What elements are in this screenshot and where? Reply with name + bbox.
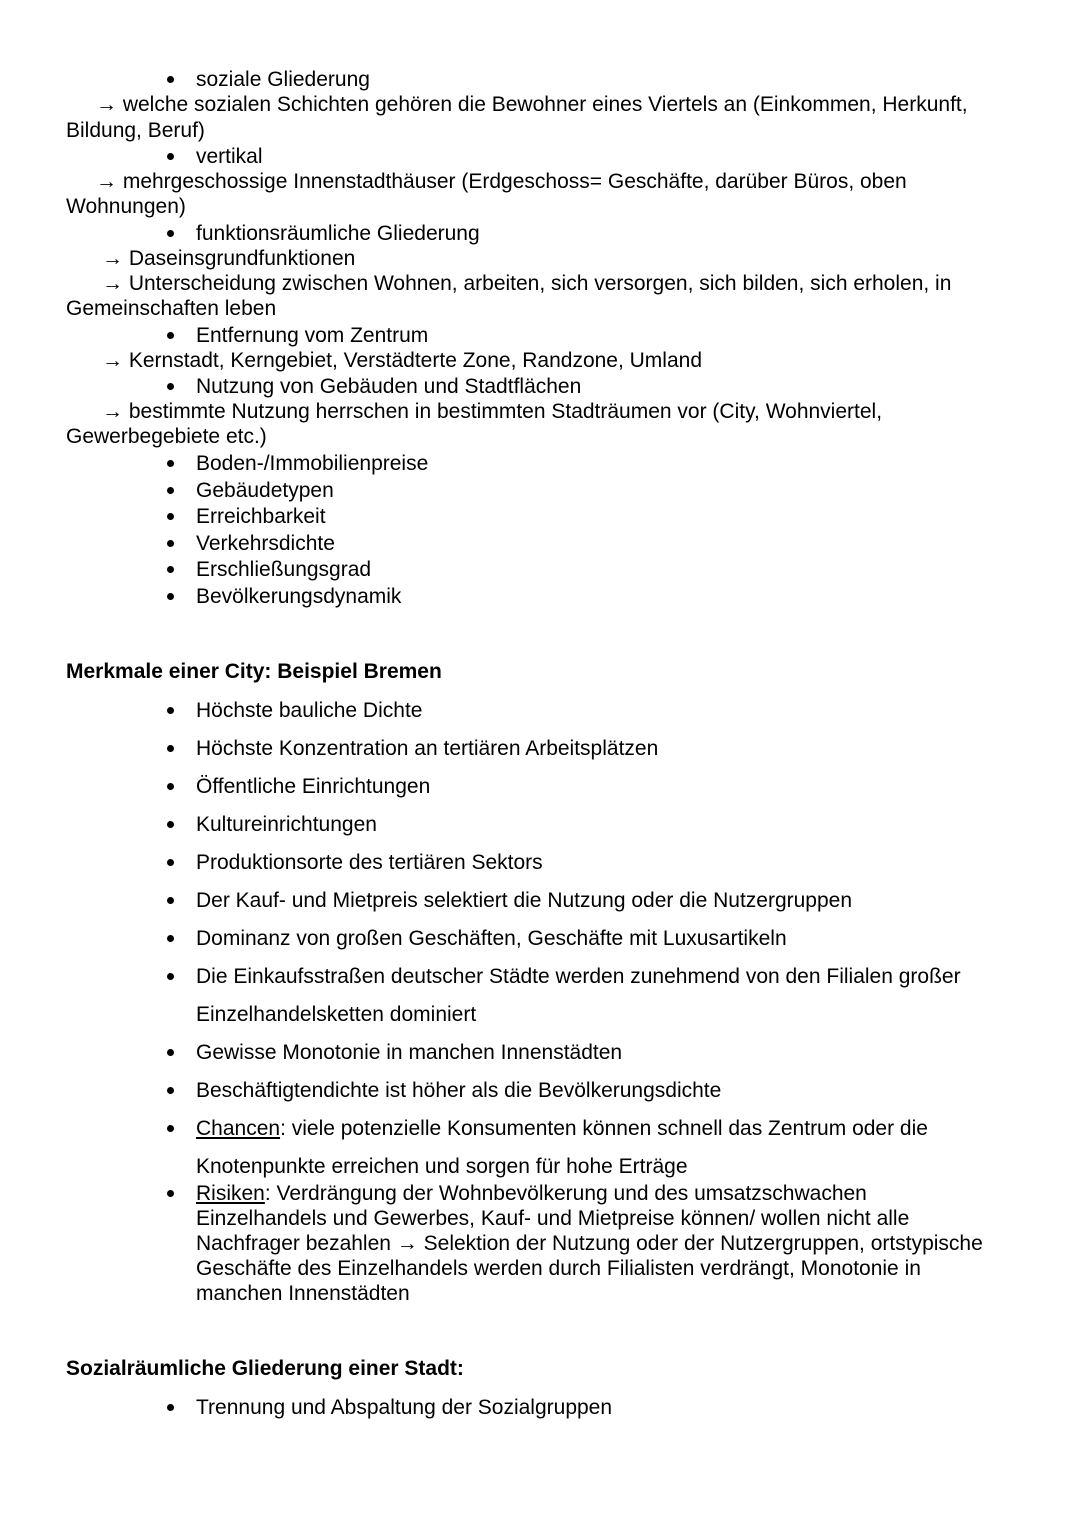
bullet-dot	[167, 383, 174, 390]
list-item-continued: Nachfrager bezahlen → Selektion der Nutzung oder der Nutzergruppen, ortstypische	[196, 1232, 983, 1255]
arrow-line: → mehrgeschossige Innenstadthäuser (Erdgeschoss= Geschäfte, darüber Büros, oben	[96, 170, 907, 193]
list-item-continued: manchen Innenstädten	[196, 1282, 410, 1305]
list-item: Boden-/Immobilienpreise	[196, 452, 429, 475]
bullet-funktionsraeumlich: funktionsräumliche Gliederung	[196, 222, 480, 245]
arrow-line: → Kernstadt, Kerngebiet, Verstädterte Zone, Randzone, Umland	[102, 349, 703, 372]
list-item: Erreichbarkeit	[196, 505, 326, 528]
bullet-entfernung: Entfernung vom Zentrum	[196, 324, 429, 347]
list-item: Der Kauf- und Mietpreis selektiert die Nutzung oder die Nutzergruppen	[196, 889, 853, 912]
text-line: Gemeinschaften leben	[66, 297, 277, 320]
bullet-vertikal: vertikal	[196, 145, 263, 168]
chancen-label: Chancen	[196, 1117, 281, 1140]
list-item: Verkehrsdichte	[196, 532, 335, 555]
bullet-dot	[167, 332, 174, 339]
bullet-dot	[167, 897, 174, 904]
bullet-dot	[167, 76, 174, 83]
bullet-dot	[167, 745, 174, 752]
bullet-dot	[167, 935, 174, 942]
list-item: Produktionsorte des tertiären Sektors	[196, 851, 543, 874]
bullet-dot	[167, 1125, 174, 1132]
text-line: Gewerbegebiete etc.)	[66, 425, 267, 448]
bullet-dot	[167, 783, 174, 790]
list-item-risiken	[196, 1181, 867, 1206]
list-item-chancen	[196, 1116, 928, 1141]
bullet-dot	[167, 487, 174, 494]
list-item: Erschließungsgrad	[196, 558, 372, 581]
risiken-label: Risiken	[196, 1182, 265, 1205]
bullet-dot	[167, 513, 174, 520]
list-item-continued: Einzelhandels und Gewerbes, Kauf- und Mietpreise können/ wollen nicht alle	[196, 1207, 910, 1230]
bullet-dot	[167, 566, 174, 573]
arrow-line: → welche sozialen Schichten gehören die Bewohner eines Viertels an (Einkommen, Herkunft,	[96, 93, 968, 116]
list-item: Bevölkerungsdynamik	[196, 585, 402, 608]
list-item: Die Einkaufsstraßen deutscher Städte werden zunehmend von den Filialen großer	[196, 965, 961, 988]
list-item: Öffentliche Einrichtungen	[196, 775, 431, 798]
list-item: Gewisse Monotonie in manchen Innenstädten	[196, 1041, 623, 1064]
bullet-dot	[167, 707, 174, 714]
bullet-dot	[167, 1049, 174, 1056]
list-item: Höchste bauliche Dichte	[196, 699, 423, 722]
section-heading-social: Sozialräumliche Gliederung einer Stadt:	[66, 1357, 464, 1380]
list-item-continued: Einzelhandelsketten dominiert	[196, 1003, 477, 1026]
list-item: Trennung und Abspaltung der Sozialgruppen	[196, 1396, 613, 1419]
list-item-continued: Knotenpunkte erreichen und sorgen für hohe Erträge	[196, 1155, 688, 1178]
bullet-dot	[167, 1404, 174, 1411]
risiken-text: : Verdrängung der Wohnbevölkerung und des umsatzschwachen	[264, 1182, 867, 1205]
list-item: Gebäudetypen	[196, 479, 334, 502]
bullet-nutzung: Nutzung von Gebäuden und Stadtflächen	[196, 375, 582, 398]
bullet-dot	[167, 540, 174, 547]
bullet-dot	[167, 230, 174, 237]
list-item-continued: Geschäfte des Einzelhandels werden durch Filialisten verdrängt, Monotonie in	[196, 1257, 921, 1280]
arrow-line: → Daseinsgrundfunktionen	[102, 247, 356, 270]
bullet-dot	[167, 1190, 174, 1197]
bullet-dot	[167, 973, 174, 980]
arrow-line: → bestimmte Nutzung herrschen in bestimmten Stadträumen vor (City, Wohnviertel,	[102, 400, 883, 423]
list-item: Kultureinrichtungen	[196, 813, 377, 836]
bullet-dot	[167, 821, 174, 828]
bullet-dot	[167, 859, 174, 866]
section-heading-city: Merkmale einer City: Beispiel Bremen	[66, 660, 442, 683]
chancen-text: : viele potenzielle Konsumenten können schnell das Zentrum oder die	[280, 1117, 928, 1140]
list-item: Höchste Konzentration an tertiären Arbeitsplätzen	[196, 737, 659, 760]
bullet-dot	[167, 593, 174, 600]
bullet-dot	[167, 153, 174, 160]
list-item: Dominanz von großen Geschäften, Geschäfte mit Luxusartikeln	[196, 927, 787, 950]
bullet-dot	[167, 460, 174, 467]
bullet-dot	[167, 1087, 174, 1094]
arrow-line: → Unterscheidung zwischen Wohnen, arbeiten, sich versorgen, sich bilden, sich erholen, in	[102, 272, 952, 295]
text-line: Wohnungen)	[66, 195, 186, 218]
list-item: Beschäftigtendichte ist höher als die Bevölkerungsdichte	[196, 1079, 722, 1102]
text-line: Bildung, Beruf)	[66, 119, 205, 142]
bullet-soziale-gliederung: soziale Gliederung	[196, 68, 370, 91]
